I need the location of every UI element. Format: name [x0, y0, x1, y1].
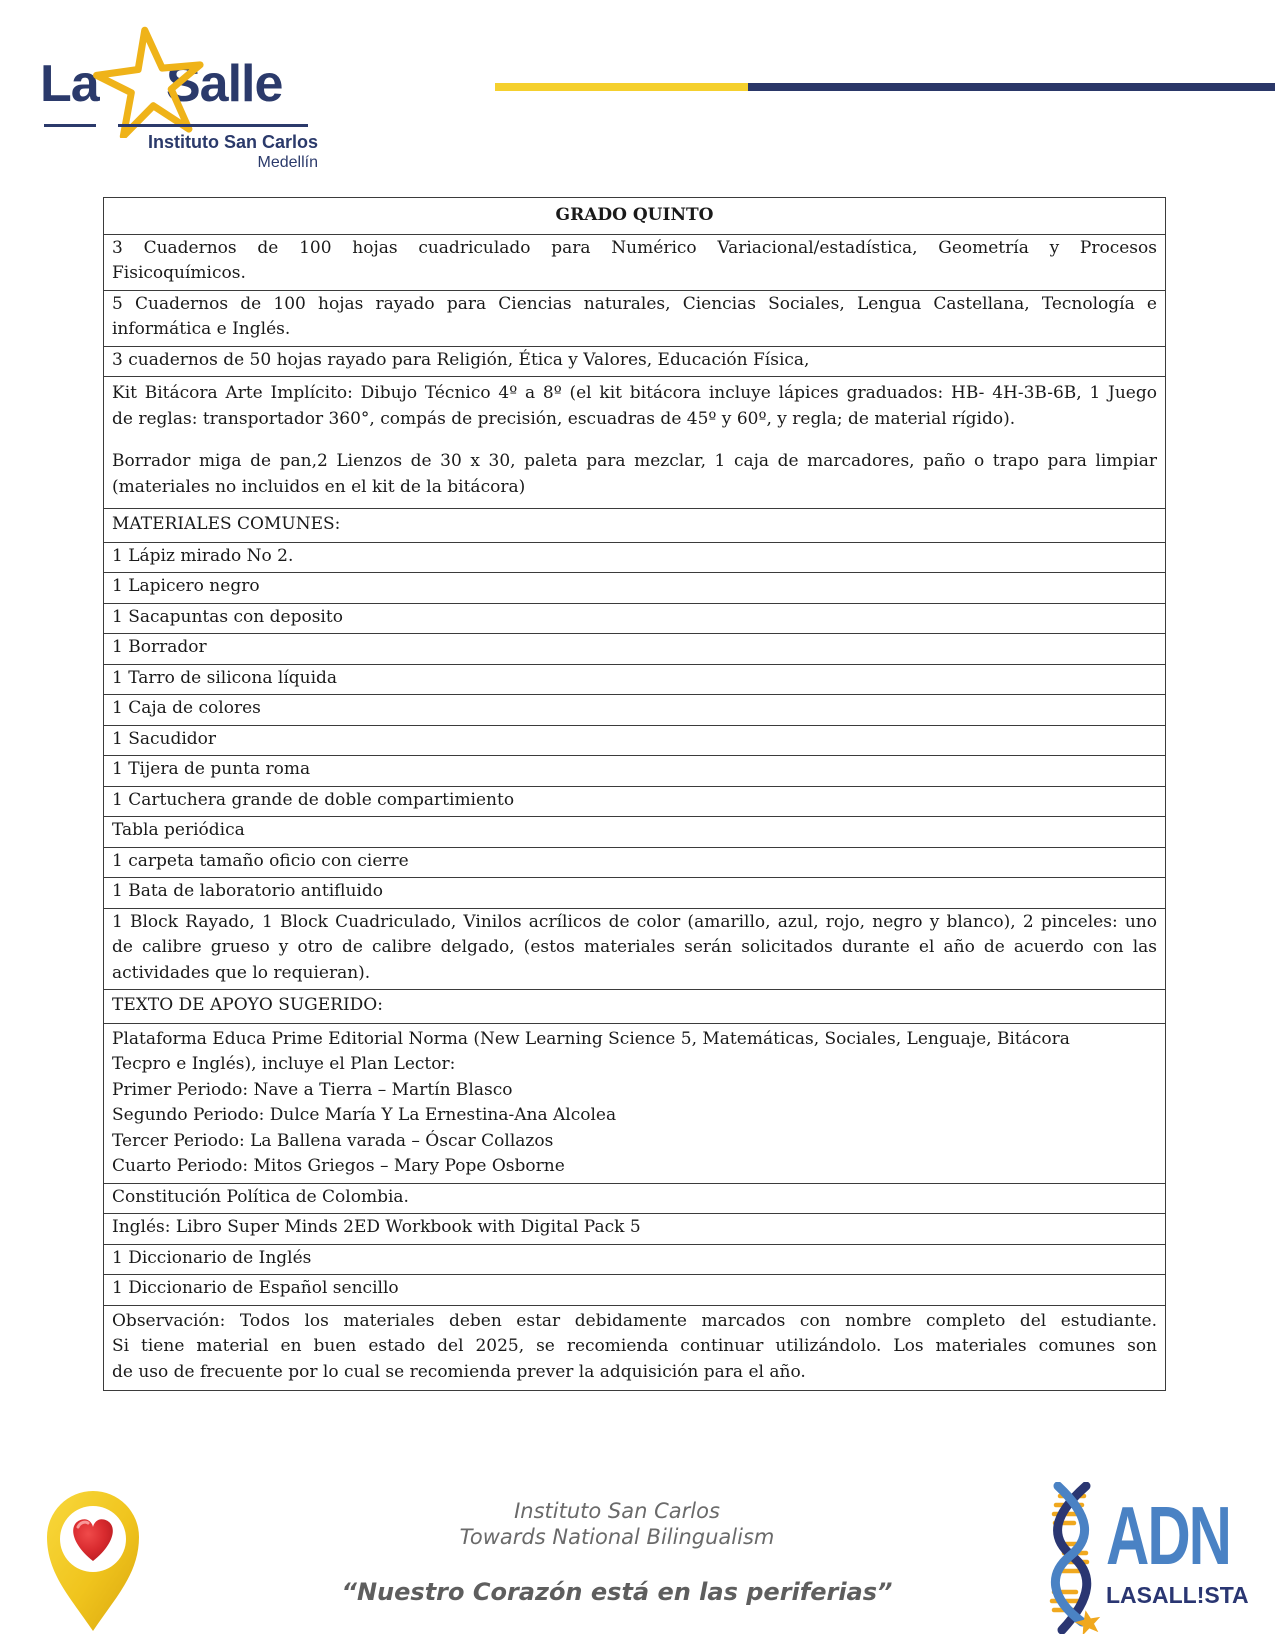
row-text: Fisicoquímicos. [112, 263, 246, 283]
row-text: 1 Sacapuntas con deposito [104, 603, 1166, 634]
footer-bilingualism-line: Towards National Bilingualism [459, 1525, 775, 1550]
section-heading: MATERIALES COMUNES: [104, 509, 1166, 543]
table-row [104, 1214, 1166, 1245]
logo-city: Medellín [257, 154, 318, 171]
table-row [104, 290, 1166, 346]
table-header-row [104, 198, 1166, 235]
row-text: 1 Block Rayado, 1 Block Cuadriculado, Vinilos acrílicos de color (amarillo, azul, rojo, negro y blanco), 2 pinceles: uno [112, 911, 1157, 932]
row-text: 5 Cuadernos de 100 hojas rayado para Ciencias naturales, Ciencias Sociales, Lengua Castellana, Tecnología e [112, 293, 1157, 314]
table-row [104, 234, 1166, 290]
table-row [104, 664, 1166, 695]
table-row [104, 1305, 1166, 1391]
table-row [104, 990, 1166, 1024]
row-text: 1 carpeta tamaño oficio con cierre [104, 847, 1166, 878]
table-row [104, 1244, 1166, 1275]
logo-rule [118, 124, 308, 127]
row-text: Primer Periodo: Nave a Tierra – Martín Blasco [112, 1079, 513, 1100]
accent-bar-yellow [495, 83, 748, 91]
adn-subtitle: LASALL!STA [1106, 1582, 1249, 1608]
row-text: 3 cuadernos de 50 hojas rayado para Religión, Ética y Valores, Educación Física, [104, 346, 1166, 377]
lasalle-logo [38, 26, 318, 176]
row-text: de uso de frecuente por lo cual se recomienda prever la adquisición para el año. [112, 1361, 806, 1382]
row-text: 1 Sacudidor [104, 725, 1166, 756]
table-row [104, 786, 1166, 817]
logo-subtitle: Instituto San Carlos [147, 132, 318, 152]
table-row [104, 878, 1166, 909]
row-text: (materiales no incluidos en el kit de la bitácora) [112, 476, 526, 497]
row-text: 3 Cuadernos de 100 hojas cuadriculado para Numérico Variacional/estadística, Geometría y Procesos [112, 237, 1157, 258]
row-text: Plataforma Educa Prime Editorial Norma (New Learning Science 5, Matemáticas, Sociales, Lenguaje, Bitácora [112, 1028, 1070, 1049]
row-text: Tercer Periodo: La Ballena varada – Óscar Collazos [112, 1130, 554, 1151]
table-row [104, 1183, 1166, 1214]
row-text: Tabla periódica [104, 817, 1166, 848]
grade-title: GRADO QUINTO [104, 198, 1166, 235]
accent-bar-navy [748, 83, 1275, 91]
logo-rule [44, 124, 96, 127]
supply-list-table [103, 197, 1166, 1391]
row-text: Cuarto Periodo: Mitos Griegos – Mary Pope Osborne [112, 1156, 565, 1176]
logo-word-la: La [40, 55, 99, 113]
row-text: Kit Bitácora Arte Implícito: Dibujo Técnico 4º a 8º (el kit bitácora incluye lápices graduados: HB- 4H-3B-6B, 1 Juego [112, 383, 1157, 403]
row-text: Si tiene material en buen estado del 2025, se recomienda continuar utilizándolo. Los materiales comunes son [112, 1336, 1157, 1356]
adn-lasallista-logo [1040, 1478, 1250, 1638]
table-row [104, 1275, 1166, 1306]
table-row [104, 603, 1166, 634]
table-row [104, 509, 1166, 543]
table-row [104, 1023, 1166, 1183]
row-text: Tecpro e Inglés), incluye el Plan Lector: [112, 1054, 456, 1074]
row-text: 1 Tarro de silicona líquida [104, 664, 1166, 695]
row-text: Borrador miga de pan,2 Lienzos de 30 x 30, paleta para mezclar, 1 caja de marcadores, paño o trapo para limpiar [112, 451, 1157, 471]
table-row [104, 817, 1166, 848]
row-text: informática e Inglés. [112, 319, 291, 339]
row-text: Constitución Política de Colombia. [104, 1183, 1166, 1214]
section-heading: TEXTO DE APOYO SUGERIDO: [104, 990, 1166, 1024]
paragraph-gap [112, 432, 1157, 449]
table-row [104, 634, 1166, 665]
table-row [104, 542, 1166, 573]
row-text: 1 Tijera de punta roma [104, 756, 1166, 787]
row-text: Segundo Periodo: Dulce María Y La Ernestina-Ana Alcolea [112, 1105, 617, 1125]
row-text: 1 Borrador [104, 634, 1166, 665]
row-text: 1 Bata de laboratorio antifluido [104, 878, 1166, 909]
footer-quote: “Nuestro Corazón está en las periferias” [341, 1577, 893, 1606]
row-text: Inglés: Libro Super Minds 2ED Workbook with Digital Pack 5 [104, 1214, 1166, 1245]
row-text: 1 Cartuchera grande de doble compartimiento [104, 786, 1166, 817]
row-text: de calibre grueso y otro de calibre delgado, (estos materiales serán solicitados durante el año de acuerdo con las [112, 937, 1157, 957]
location-pin-heart-icon [40, 1484, 146, 1634]
dna-helix-icon [1040, 1482, 1102, 1634]
row-text: 1 Lapicero negro [104, 573, 1166, 604]
lasalle-star-icon [90, 26, 208, 138]
row-text: Observación: Todos los materiales deben estar debidamente marcados con nombre completo del estudiante. [112, 1310, 1157, 1331]
table-row [104, 573, 1166, 604]
row-text: actividades que lo requieran). [112, 962, 371, 983]
row-text: 1 Lápiz mirado No 2. [104, 542, 1166, 573]
row-text: 1 Caja de colores [104, 695, 1166, 726]
table-row [104, 346, 1166, 377]
row-text: 1 Diccionario de Inglés [104, 1244, 1166, 1275]
table-row [104, 756, 1166, 787]
table-row [104, 847, 1166, 878]
header-accent-bar [495, 83, 1275, 91]
adn-title: ADN [1106, 1489, 1230, 1582]
footer-institute-name: Instituto San Carlos [514, 1499, 720, 1523]
logo-word-salle: Salle [166, 55, 283, 113]
table-row [104, 725, 1166, 756]
table-row [104, 695, 1166, 726]
table-row [104, 377, 1166, 509]
row-text: de reglas: transportador 360°, compás de precisión, escuadras de 45º y 60º, y regla; de material rígido). [112, 408, 1016, 429]
row-text: 1 Diccionario de Español sencillo [104, 1275, 1166, 1306]
table-row [104, 908, 1166, 990]
footer-motto-block [337, 1498, 897, 1606]
